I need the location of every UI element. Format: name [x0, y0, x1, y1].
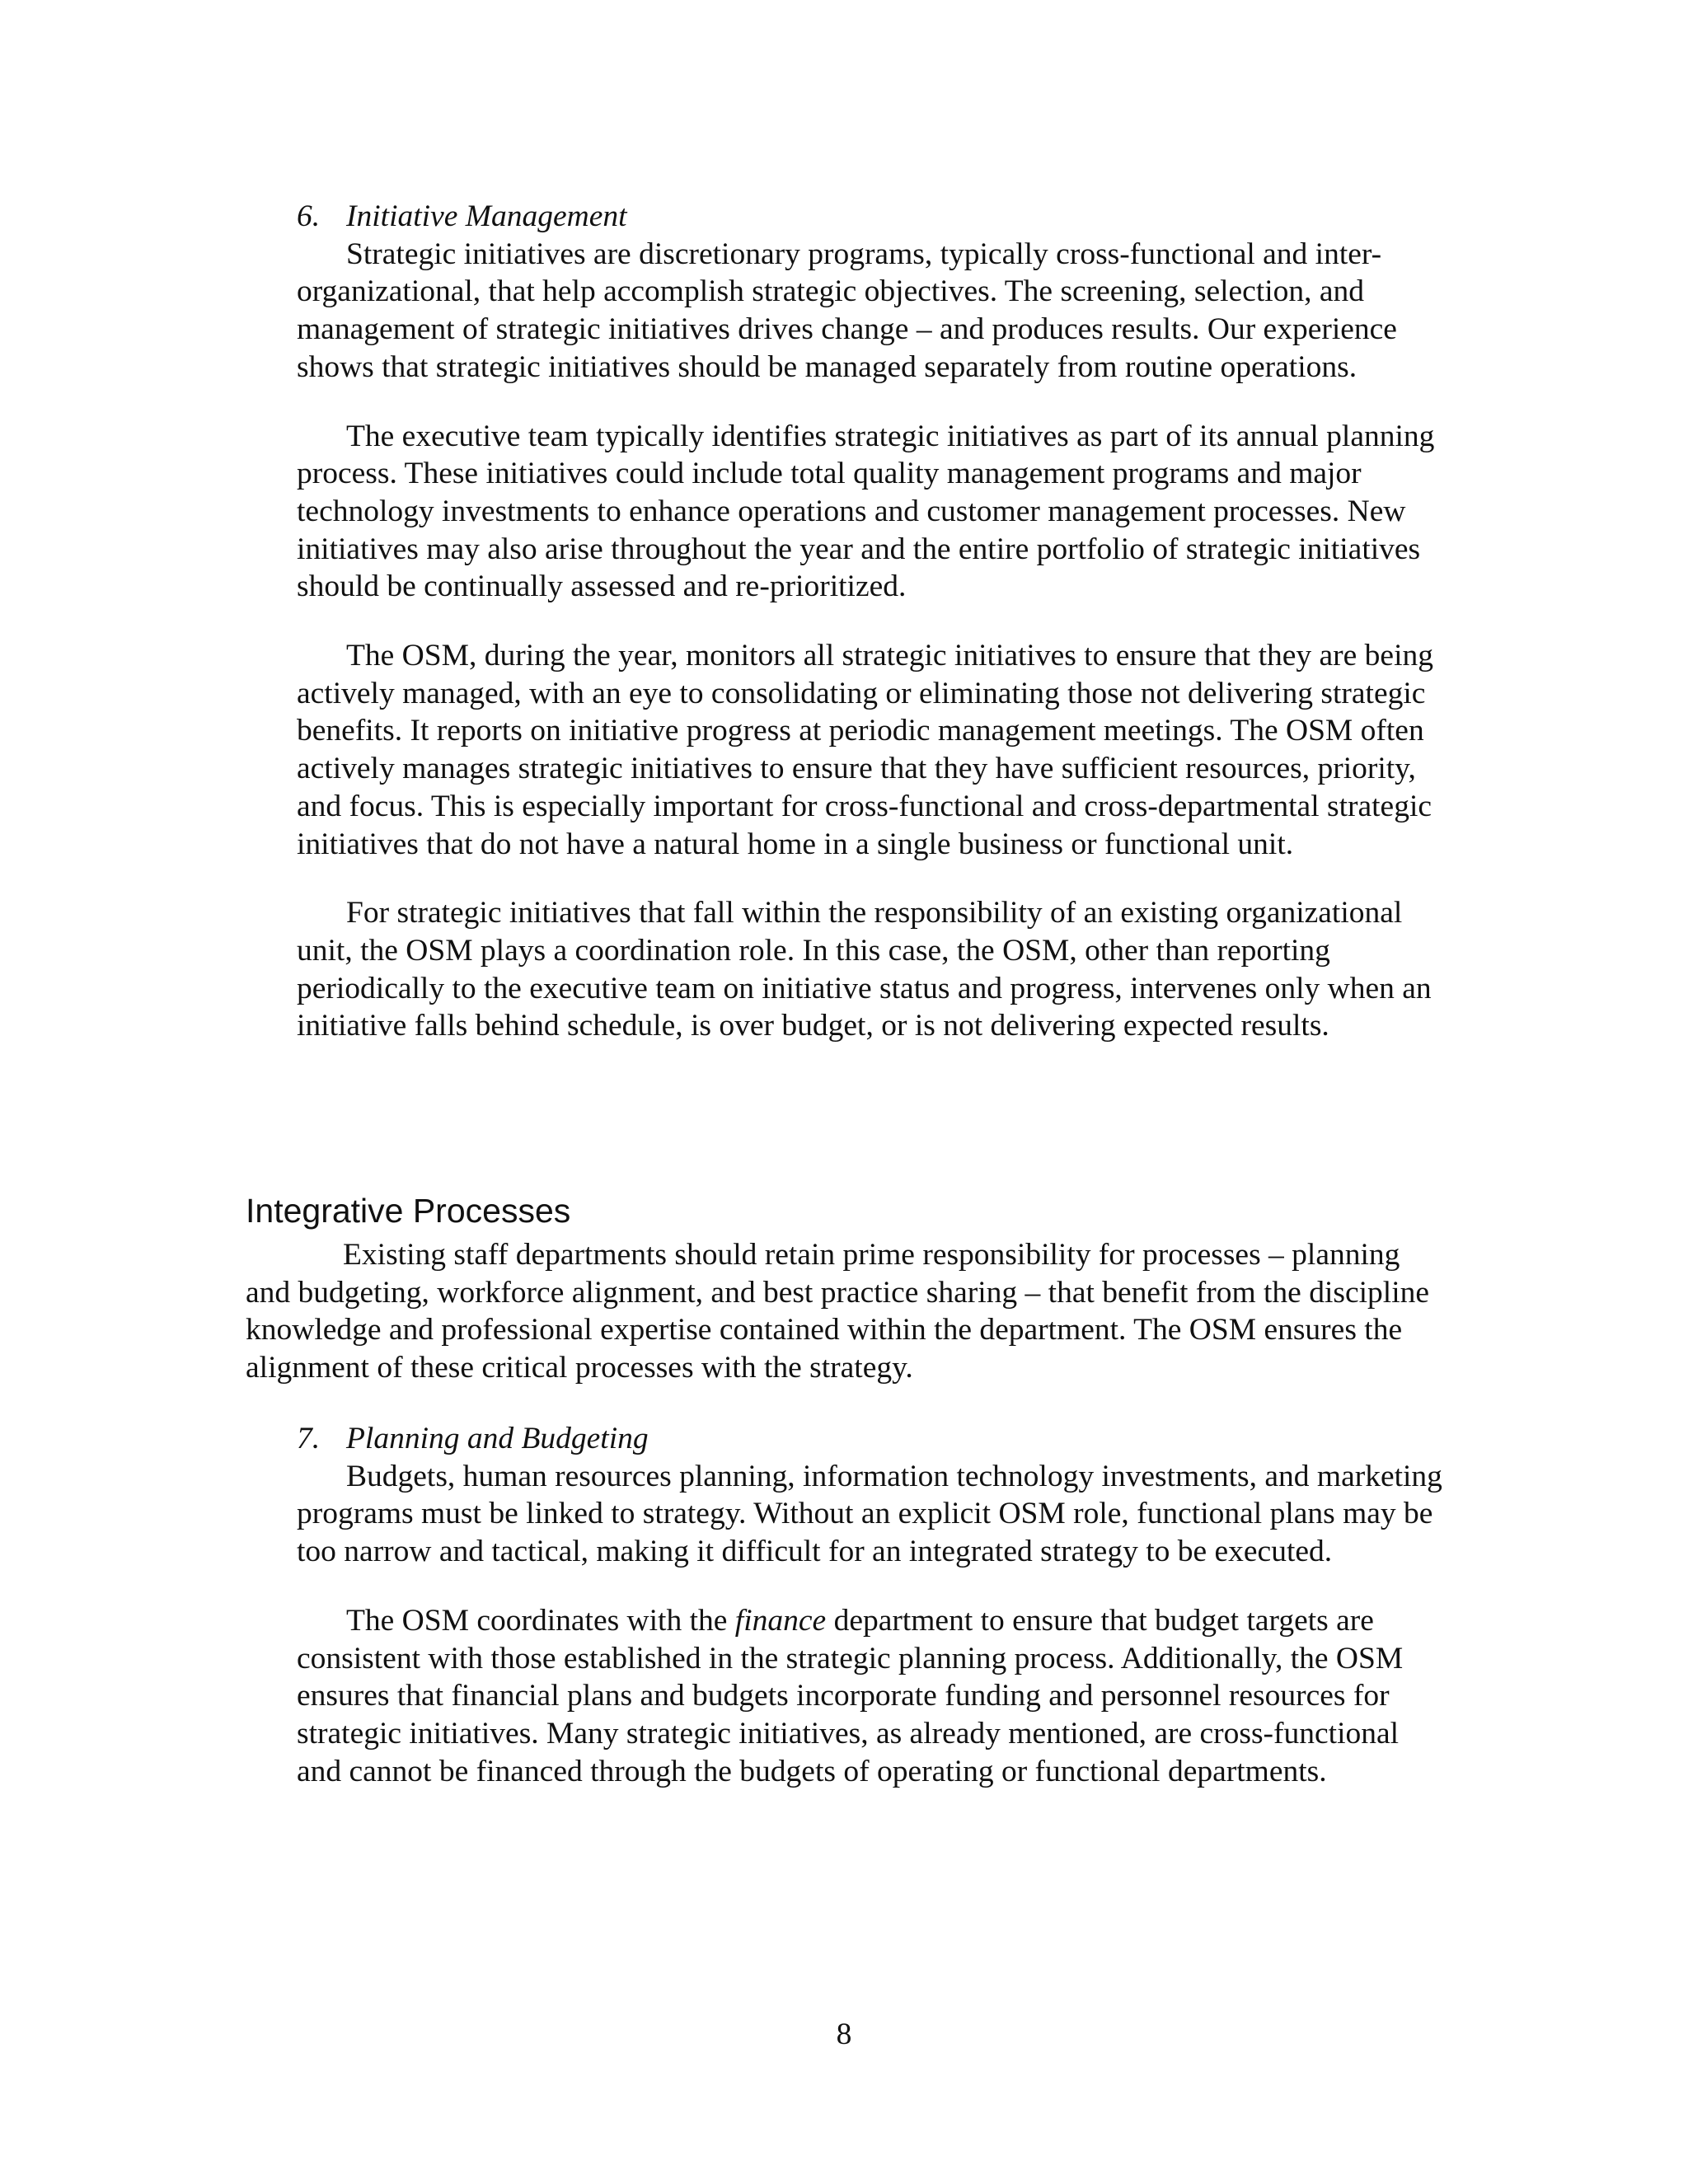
section-integrative-processes: [246, 1236, 1442, 1387]
item-heading-planning-budgeting: [297, 1420, 1442, 1458]
section-initiative-management: [297, 198, 1442, 1045]
item-number: 7.: [297, 1422, 321, 1455]
paragraph: Existing staff departments should retain prime responsibility for processes – planning and budgeting, workforce alignment, and best practice sharing – that benefit from the discipline knowledge and professional expertise contained within the department. The OSM ensures the alignment of these critical processes with the strategy.: [246, 1238, 1430, 1385]
paragraph: Strategic initiatives are discretionary programs, typically cross-functional and inter-organizational, that help accomplish strategic objectives. The screening, selection, and management of strategic initiatives drives change – and produces results. Our experience shows that strategic initiatives should be managed separately from routine operations.: [297, 237, 1397, 384]
item-heading-initiative-management: [297, 198, 1442, 236]
page-number: 8: [836, 2018, 852, 2051]
section-heading-integrative-processes: Integrative Processes: [246, 1192, 571, 1230]
item-number: 6.: [297, 199, 321, 233]
paragraph: The OSM, during the year, monitors all strategic initiatives to ensure that they are being actively managed, with an eye to consolidating or eliminating those not delivering strategic benefits. It reports on initiative progress at periodic management meetings. The OSM often actively manages strategic initiatives to ensure that they have sufficient resources, priority, and focus. This is especially important for cross-functional and cross-departmental strategic initiatives that do not have a natural home in a single business or functional unit.: [297, 639, 1433, 861]
item-title: Planning and Budgeting: [346, 1422, 649, 1455]
paragraph-text: department to ensure that budget targets are consistent with those established in the strategic planning process. Additionally, the OSM ensures that financial plans and budgets incorporate funding and personnel resources for strategic initiatives. Many strategic initiatives, as already mentioned, are cross-functional and cannot be financed through the budgets of operating or functional departments.: [297, 1603, 1404, 1788]
paragraph: The executive team typically identifies strategic initiatives as part of its annual planning process. These initiatives could include total quality management programs and major technology investments to enhance operations and customer management processes. New initiatives may also arise throughout the year and the entire portfolio of strategic initiatives should be continually assessed and re-prioritized.: [297, 419, 1435, 604]
emphasis-finance: finance: [734, 1603, 827, 1638]
item-title: Initiative Management: [346, 199, 627, 233]
paragraph: Budgets, human resources planning, information technology investments, and marketing programs must be linked to strategy. Without an explicit OSM role, functional plans may be too narrow and tactical, making it difficult for an integrated strategy to be executed.: [297, 1459, 1442, 1569]
paragraph-text: The OSM coordinates with the: [346, 1603, 735, 1638]
paragraph: For strategic initiatives that fall within the responsibility of an existing organizational unit, the OSM plays a coordination role. In this case, the OSM, other than reporting periodically to the executive team on initiative status and progress, intervenes only when an initiative falls behind schedule, is over budget, or is not delivering expected results.: [297, 896, 1432, 1043]
section-planning-budgeting: [297, 1420, 1442, 1790]
paragraph: [297, 1602, 1442, 1791]
